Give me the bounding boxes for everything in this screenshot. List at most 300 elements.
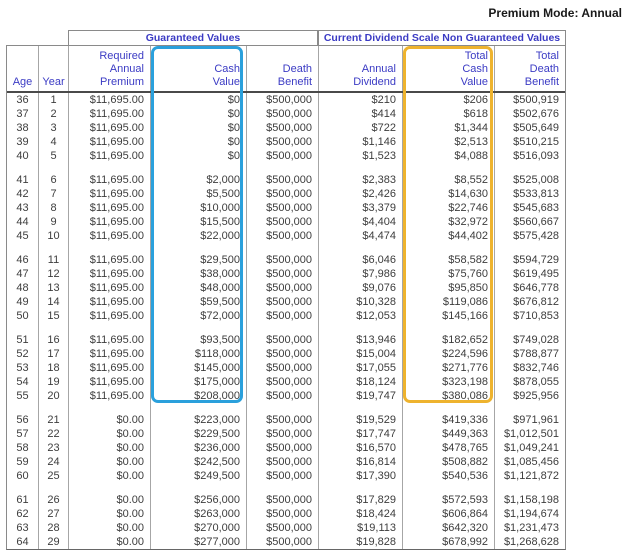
cell-age: 48 bbox=[7, 281, 39, 295]
cell-death-benefit: $500,000 bbox=[247, 427, 319, 441]
table-row bbox=[7, 135, 565, 149]
cell-total-death-benefit: $516,093 bbox=[513, 150, 559, 162]
cell-year: 23 bbox=[39, 441, 69, 455]
cell-death-benefit: $500,000 bbox=[247, 493, 319, 507]
cell-required-annual-premium: $11,695.00 bbox=[69, 253, 151, 267]
cell-cash-value: $277,000 bbox=[151, 535, 247, 549]
cell-total-cash-value: $32,972 bbox=[403, 215, 495, 229]
column-header-total-cash-value: Total Cash Value bbox=[403, 46, 495, 91]
cell-total-death-benefit: $533,813 bbox=[513, 188, 559, 200]
cell-required-annual-premium: $11,695.00 bbox=[69, 201, 151, 215]
cell-total-cash-value: $678,992 bbox=[403, 535, 495, 549]
cell-total-cash-value: $75,760 bbox=[403, 267, 495, 281]
cell-total-cash-value: $380,086 bbox=[403, 389, 495, 403]
cell-death-benefit: $500,000 bbox=[247, 281, 319, 295]
cell-total-cash-value: $14,630 bbox=[403, 187, 495, 201]
cell-annual-dividend: $7,986 bbox=[319, 267, 403, 281]
cell-total-death-benefit: $619,495 bbox=[513, 268, 559, 280]
gap-cell bbox=[7, 323, 39, 333]
table-row bbox=[7, 493, 565, 507]
table-row bbox=[7, 361, 565, 375]
cell-total-death-benefit: $525,008 bbox=[513, 174, 559, 186]
column-header-required-annual-premium: Required Annual Premium bbox=[69, 46, 151, 91]
cell-year: 7 bbox=[39, 187, 69, 201]
cell-year: 26 bbox=[39, 493, 69, 507]
cell-required-annual-premium: $11,695.00 bbox=[69, 121, 151, 135]
table-body bbox=[7, 93, 565, 549]
cell-total-cash-value: $44,402 bbox=[403, 229, 495, 243]
cell-required-annual-premium: $0.00 bbox=[69, 441, 151, 455]
cell-year: 24 bbox=[39, 455, 69, 469]
cell-death-benefit: $500,000 bbox=[247, 135, 319, 149]
gap-cell bbox=[7, 243, 39, 253]
cell-annual-dividend: $19,113 bbox=[319, 521, 403, 535]
guaranteed-values-group-header: Guaranteed Values bbox=[68, 30, 318, 45]
cell-age: 63 bbox=[7, 521, 39, 535]
cell-required-annual-premium: $11,695.00 bbox=[69, 135, 151, 149]
cell-required-annual-premium: $11,695.00 bbox=[69, 309, 151, 323]
cell-age: 60 bbox=[7, 469, 39, 483]
cell-annual-dividend: $4,404 bbox=[319, 215, 403, 229]
cell-cash-value: $22,000 bbox=[151, 229, 247, 243]
cell-annual-dividend: $17,829 bbox=[319, 493, 403, 507]
cell-age: 36 bbox=[7, 93, 39, 107]
table-row bbox=[7, 267, 565, 281]
cell-death-benefit: $500,000 bbox=[247, 107, 319, 121]
cell-age: 61 bbox=[7, 493, 39, 507]
cell-cash-value: $59,500 bbox=[151, 295, 247, 309]
cell-total-cash-value: $206 bbox=[403, 93, 495, 107]
table-row bbox=[7, 507, 565, 521]
cell-year: 6 bbox=[39, 173, 69, 187]
cell-cash-value: $48,000 bbox=[151, 281, 247, 295]
cell-age: 62 bbox=[7, 507, 39, 521]
gap-cell bbox=[39, 323, 69, 333]
table-row bbox=[7, 173, 565, 187]
cell-annual-dividend: $6,046 bbox=[319, 253, 403, 267]
cell-year: 16 bbox=[39, 333, 69, 347]
cell-death-benefit: $500,000 bbox=[247, 173, 319, 187]
cell-total-cash-value: $119,086 bbox=[403, 295, 495, 309]
table-row bbox=[7, 215, 565, 229]
column-header-annual-dividend: Annual Dividend bbox=[319, 46, 403, 91]
table-row bbox=[7, 295, 565, 309]
cell-death-benefit: $500,000 bbox=[247, 507, 319, 521]
cell-cash-value: $0 bbox=[151, 135, 247, 149]
cell-death-benefit: $500,000 bbox=[247, 413, 319, 427]
cell-cash-value: $15,500 bbox=[151, 215, 247, 229]
cell-total-death-benefit: $575,428 bbox=[513, 230, 559, 242]
gap-cell bbox=[319, 403, 403, 413]
cell-annual-dividend: $19,828 bbox=[319, 535, 403, 549]
cell-year: 13 bbox=[39, 281, 69, 295]
cell-total-death-benefit: $832,746 bbox=[513, 362, 559, 374]
cell-year: 11 bbox=[39, 253, 69, 267]
cell-year: 22 bbox=[39, 427, 69, 441]
gap-cell bbox=[319, 243, 403, 253]
gap-cell bbox=[7, 163, 39, 173]
table-row bbox=[7, 521, 565, 535]
cell-total-death-benefit: $749,028 bbox=[513, 334, 559, 346]
cell-total-cash-value: $224,596 bbox=[403, 347, 495, 361]
cell-year: 3 bbox=[39, 121, 69, 135]
cell-total-cash-value: $1,344 bbox=[403, 121, 495, 135]
cell-required-annual-premium: $11,695.00 bbox=[69, 149, 151, 163]
column-header-row bbox=[7, 46, 565, 91]
cell-total-death-benefit: $1,085,456 bbox=[503, 456, 559, 468]
column-header-age: Age bbox=[7, 46, 39, 91]
cell-required-annual-premium: $11,695.00 bbox=[69, 295, 151, 309]
gap-cell bbox=[151, 163, 247, 173]
cell-total-cash-value: $323,198 bbox=[403, 375, 495, 389]
group-gap bbox=[7, 163, 565, 173]
gap-cell bbox=[403, 483, 495, 493]
cell-required-annual-premium: $0.00 bbox=[69, 535, 151, 549]
cell-required-annual-premium: $11,695.00 bbox=[69, 215, 151, 229]
premium-mode-label: Premium Mode: Annual bbox=[488, 6, 622, 20]
cell-year: 28 bbox=[39, 521, 69, 535]
gap-cell bbox=[403, 243, 495, 253]
cell-required-annual-premium: $11,695.00 bbox=[69, 229, 151, 243]
gap-cell bbox=[151, 323, 247, 333]
cell-age: 58 bbox=[7, 441, 39, 455]
gap-cell bbox=[69, 243, 151, 253]
cell-cash-value: $93,500 bbox=[151, 333, 247, 347]
table-row bbox=[7, 93, 565, 107]
cell-cash-value: $29,500 bbox=[151, 253, 247, 267]
cell-death-benefit: $500,000 bbox=[247, 389, 319, 403]
gap-cell bbox=[403, 163, 495, 173]
cell-death-benefit: $500,000 bbox=[247, 187, 319, 201]
cell-required-annual-premium: $0.00 bbox=[69, 455, 151, 469]
cell-total-cash-value: $449,363 bbox=[403, 427, 495, 441]
cell-total-cash-value: $618 bbox=[403, 107, 495, 121]
cell-total-death-benefit: $502,676 bbox=[513, 108, 559, 120]
gap-cell bbox=[69, 163, 151, 173]
cell-year: 9 bbox=[39, 215, 69, 229]
cell-required-annual-premium: $0.00 bbox=[69, 493, 151, 507]
gap-cell bbox=[495, 243, 565, 253]
cell-total-death-benefit: $1,049,241 bbox=[503, 442, 559, 454]
cell-total-cash-value: $572,593 bbox=[403, 493, 495, 507]
cell-death-benefit: $500,000 bbox=[247, 149, 319, 163]
cell-annual-dividend: $19,747 bbox=[319, 389, 403, 403]
column-header-cash-value: Cash Value bbox=[151, 46, 247, 91]
gap-cell bbox=[319, 483, 403, 493]
cell-age: 46 bbox=[7, 253, 39, 267]
cell-death-benefit: $500,000 bbox=[247, 361, 319, 375]
cell-required-annual-premium: $11,695.00 bbox=[69, 187, 151, 201]
cell-annual-dividend: $16,570 bbox=[319, 441, 403, 455]
cell-year: 27 bbox=[39, 507, 69, 521]
cell-annual-dividend: $4,474 bbox=[319, 229, 403, 243]
gap-cell bbox=[403, 323, 495, 333]
cell-death-benefit: $500,000 bbox=[247, 295, 319, 309]
cell-annual-dividend: $13,946 bbox=[319, 333, 403, 347]
gap-cell bbox=[69, 323, 151, 333]
table-row bbox=[7, 413, 565, 427]
cell-total-cash-value: $606,864 bbox=[403, 507, 495, 521]
cell-required-annual-premium: $11,695.00 bbox=[69, 333, 151, 347]
cell-total-death-benefit: $545,683 bbox=[513, 202, 559, 214]
cell-total-death-benefit: $1,158,198 bbox=[503, 494, 559, 506]
policy-values-table bbox=[6, 30, 566, 550]
cell-total-cash-value: $182,652 bbox=[403, 333, 495, 347]
cell-year: 19 bbox=[39, 375, 69, 389]
gap-cell bbox=[151, 403, 247, 413]
cell-age: 55 bbox=[7, 389, 39, 403]
cell-annual-dividend: $18,424 bbox=[319, 507, 403, 521]
gap-cell bbox=[7, 483, 39, 493]
cell-age: 47 bbox=[7, 267, 39, 281]
table-row bbox=[7, 347, 565, 361]
table-row bbox=[7, 229, 565, 243]
cell-total-cash-value: $2,513 bbox=[403, 135, 495, 149]
gap-cell bbox=[247, 243, 319, 253]
cell-cash-value: $145,000 bbox=[151, 361, 247, 375]
cell-age: 41 bbox=[7, 173, 39, 187]
cell-annual-dividend: $17,747 bbox=[319, 427, 403, 441]
cell-total-cash-value: $642,320 bbox=[403, 521, 495, 535]
cell-cash-value: $270,000 bbox=[151, 521, 247, 535]
cell-age: 38 bbox=[7, 121, 39, 135]
cell-total-death-benefit: $925,956 bbox=[513, 390, 559, 402]
cell-cash-value: $175,000 bbox=[151, 375, 247, 389]
cell-death-benefit: $500,000 bbox=[247, 253, 319, 267]
cell-death-benefit: $500,000 bbox=[247, 229, 319, 243]
table-main bbox=[6, 45, 566, 550]
cell-required-annual-premium: $11,695.00 bbox=[69, 347, 151, 361]
cell-age: 49 bbox=[7, 295, 39, 309]
cell-year: 15 bbox=[39, 309, 69, 323]
table-row bbox=[7, 309, 565, 323]
gap-cell bbox=[247, 483, 319, 493]
cell-annual-dividend: $15,004 bbox=[319, 347, 403, 361]
cell-age: 50 bbox=[7, 309, 39, 323]
cell-annual-dividend: $2,383 bbox=[319, 173, 403, 187]
cell-year: 18 bbox=[39, 361, 69, 375]
cell-cash-value: $0 bbox=[151, 121, 247, 135]
cell-annual-dividend: $9,076 bbox=[319, 281, 403, 295]
cell-total-death-benefit: $1,194,674 bbox=[503, 508, 559, 520]
cell-year: 5 bbox=[39, 149, 69, 163]
table-row bbox=[7, 427, 565, 441]
cell-age: 59 bbox=[7, 455, 39, 469]
group-gap bbox=[7, 243, 565, 253]
cell-required-annual-premium: $11,695.00 bbox=[69, 107, 151, 121]
cell-death-benefit: $500,000 bbox=[247, 347, 319, 361]
gap-cell bbox=[39, 403, 69, 413]
cell-cash-value: $5,500 bbox=[151, 187, 247, 201]
cell-required-annual-premium: $11,695.00 bbox=[69, 361, 151, 375]
cell-death-benefit: $500,000 bbox=[247, 535, 319, 549]
cell-cash-value: $256,000 bbox=[151, 493, 247, 507]
cell-required-annual-premium: $11,695.00 bbox=[69, 267, 151, 281]
group-gap bbox=[7, 323, 565, 333]
cell-age: 56 bbox=[7, 413, 39, 427]
cell-annual-dividend: $1,146 bbox=[319, 135, 403, 149]
gap-cell bbox=[151, 243, 247, 253]
cell-year: 29 bbox=[39, 535, 69, 549]
cell-total-death-benefit: $878,055 bbox=[513, 376, 559, 388]
cell-age: 64 bbox=[7, 535, 39, 549]
cell-required-annual-premium: $0.00 bbox=[69, 507, 151, 521]
table-row bbox=[7, 281, 565, 295]
cell-total-cash-value: $419,336 bbox=[403, 413, 495, 427]
gap-cell bbox=[39, 163, 69, 173]
gap-cell bbox=[69, 483, 151, 493]
group-gap bbox=[7, 403, 565, 413]
cell-annual-dividend: $2,426 bbox=[319, 187, 403, 201]
cell-cash-value: $72,000 bbox=[151, 309, 247, 323]
table-row bbox=[7, 201, 565, 215]
cell-total-death-benefit: $676,812 bbox=[513, 296, 559, 308]
cell-total-death-benefit: $1,012,501 bbox=[503, 428, 559, 440]
column-header-total-death-benefit: Total Death Benefit bbox=[524, 50, 559, 88]
cell-total-cash-value: $271,776 bbox=[403, 361, 495, 375]
cell-required-annual-premium: $11,695.00 bbox=[69, 93, 151, 107]
cell-total-death-benefit: $1,268,628 bbox=[503, 536, 559, 548]
cell-age: 40 bbox=[7, 149, 39, 163]
gap-cell bbox=[403, 403, 495, 413]
cell-annual-dividend: $3,379 bbox=[319, 201, 403, 215]
cell-total-cash-value: $8,552 bbox=[403, 173, 495, 187]
cell-death-benefit: $500,000 bbox=[247, 455, 319, 469]
cell-age: 52 bbox=[7, 347, 39, 361]
cell-total-death-benefit: $646,778 bbox=[513, 282, 559, 294]
cell-year: 21 bbox=[39, 413, 69, 427]
cell-cash-value: $263,000 bbox=[151, 507, 247, 521]
cell-death-benefit: $500,000 bbox=[247, 441, 319, 455]
cell-age: 45 bbox=[7, 229, 39, 243]
cell-death-benefit: $500,000 bbox=[247, 201, 319, 215]
column-header-year: Year bbox=[39, 46, 69, 91]
cell-total-cash-value: $95,850 bbox=[403, 281, 495, 295]
cell-cash-value: $0 bbox=[151, 107, 247, 121]
cell-age: 54 bbox=[7, 375, 39, 389]
cell-year: 4 bbox=[39, 135, 69, 149]
cell-cash-value: $236,000 bbox=[151, 441, 247, 455]
cell-annual-dividend: $17,055 bbox=[319, 361, 403, 375]
gap-cell bbox=[319, 163, 403, 173]
gap-cell bbox=[247, 163, 319, 173]
cell-cash-value: $229,500 bbox=[151, 427, 247, 441]
cell-age: 44 bbox=[7, 215, 39, 229]
table-row bbox=[7, 455, 565, 469]
gap-cell bbox=[495, 163, 565, 173]
table-row bbox=[7, 107, 565, 121]
gap-cell bbox=[247, 323, 319, 333]
table-row bbox=[7, 375, 565, 389]
cell-required-annual-premium: $11,695.00 bbox=[69, 281, 151, 295]
gap-cell bbox=[7, 403, 39, 413]
table-row bbox=[7, 535, 565, 549]
cell-age: 57 bbox=[7, 427, 39, 441]
cell-year: 10 bbox=[39, 229, 69, 243]
gap-cell bbox=[39, 483, 69, 493]
cell-death-benefit: $500,000 bbox=[247, 309, 319, 323]
cell-total-death-benefit: $560,667 bbox=[513, 216, 559, 228]
cell-total-death-benefit: $1,121,872 bbox=[503, 470, 559, 482]
table-row bbox=[7, 441, 565, 455]
cell-age: 53 bbox=[7, 361, 39, 375]
gap-cell bbox=[151, 483, 247, 493]
table-row bbox=[7, 253, 565, 267]
gap-cell bbox=[495, 323, 565, 333]
cell-total-death-benefit: $500,919 bbox=[513, 94, 559, 106]
cell-death-benefit: $500,000 bbox=[247, 121, 319, 135]
cell-year: 1 bbox=[39, 93, 69, 107]
cell-annual-dividend: $210 bbox=[319, 93, 403, 107]
cell-required-annual-premium: $0.00 bbox=[69, 521, 151, 535]
cell-annual-dividend: $12,053 bbox=[319, 309, 403, 323]
cell-year: 20 bbox=[39, 389, 69, 403]
cell-required-annual-premium: $0.00 bbox=[69, 427, 151, 441]
cell-total-death-benefit: $505,649 bbox=[513, 122, 559, 134]
cell-cash-value: $2,000 bbox=[151, 173, 247, 187]
cell-total-cash-value: $4,088 bbox=[403, 149, 495, 163]
group-header-row bbox=[6, 30, 566, 45]
cell-required-annual-premium: $0.00 bbox=[69, 413, 151, 427]
group-gap bbox=[7, 483, 565, 493]
table-row bbox=[7, 469, 565, 483]
cell-death-benefit: $500,000 bbox=[247, 215, 319, 229]
cell-cash-value: $208,000 bbox=[151, 389, 247, 403]
cell-death-benefit: $500,000 bbox=[247, 375, 319, 389]
cell-cash-value: $249,500 bbox=[151, 469, 247, 483]
table-row bbox=[7, 187, 565, 201]
cell-death-benefit: $500,000 bbox=[247, 333, 319, 347]
cell-year: 25 bbox=[39, 469, 69, 483]
gap-cell bbox=[495, 403, 565, 413]
cell-age: 43 bbox=[7, 201, 39, 215]
cell-total-death-benefit: $710,853 bbox=[513, 310, 559, 322]
gap-cell bbox=[495, 483, 565, 493]
cell-annual-dividend: $10,328 bbox=[319, 295, 403, 309]
cell-age: 51 bbox=[7, 333, 39, 347]
cell-year: 2 bbox=[39, 107, 69, 121]
cell-cash-value: $118,000 bbox=[151, 347, 247, 361]
cell-year: 14 bbox=[39, 295, 69, 309]
cell-year: 8 bbox=[39, 201, 69, 215]
gap-cell bbox=[39, 243, 69, 253]
cell-total-death-benefit: $788,877 bbox=[513, 348, 559, 360]
cell-annual-dividend: $1,523 bbox=[319, 149, 403, 163]
cell-total-cash-value: $22,746 bbox=[403, 201, 495, 215]
gap-cell bbox=[69, 403, 151, 413]
gap-cell bbox=[247, 403, 319, 413]
cell-total-cash-value: $540,536 bbox=[403, 469, 495, 483]
cell-annual-dividend: $722 bbox=[319, 121, 403, 135]
cell-cash-value: $10,000 bbox=[151, 201, 247, 215]
gap-cell bbox=[319, 323, 403, 333]
cell-total-cash-value: $478,765 bbox=[403, 441, 495, 455]
cell-cash-value: $0 bbox=[151, 93, 247, 107]
cell-required-annual-premium: $11,695.00 bbox=[69, 375, 151, 389]
cell-year: 12 bbox=[39, 267, 69, 281]
cell-annual-dividend: $414 bbox=[319, 107, 403, 121]
table-row bbox=[7, 121, 565, 135]
cell-total-death-benefit: $971,961 bbox=[513, 414, 559, 426]
column-header-death-benefit: Death Benefit bbox=[247, 46, 319, 91]
cell-total-death-benefit: $1,231,473 bbox=[503, 522, 559, 534]
cell-year: 17 bbox=[39, 347, 69, 361]
cell-age: 42 bbox=[7, 187, 39, 201]
cell-total-cash-value: $145,166 bbox=[403, 309, 495, 323]
cell-death-benefit: $500,000 bbox=[247, 469, 319, 483]
cell-annual-dividend: $18,124 bbox=[319, 375, 403, 389]
cell-annual-dividend: $19,529 bbox=[319, 413, 403, 427]
